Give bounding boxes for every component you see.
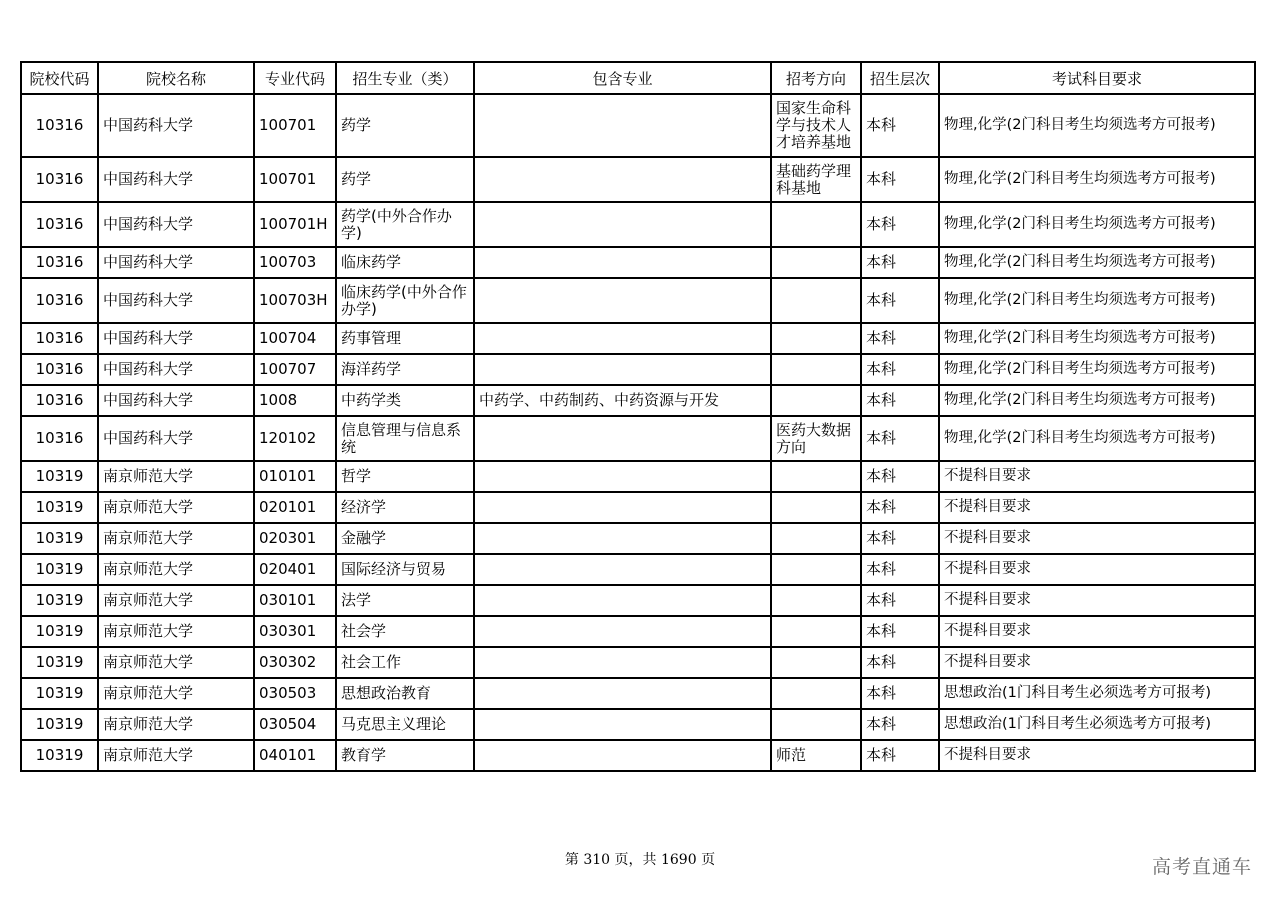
cell-school-code: 10316 [21,416,98,461]
cell-major-code: 100701H [254,202,336,247]
cell-includes [474,323,771,354]
cell-major-code: 030504 [254,709,336,740]
cell-level: 本科 [861,416,939,461]
cell-exam: 思想政治(1门科目考生必须选考方可报考) [939,709,1255,740]
cell-exam: 物理,化学(2门科目考生均须选考方可报考) [939,323,1255,354]
cell-school-name: 中国药科大学 [98,247,254,278]
cell-school-name: 南京师范大学 [98,616,254,647]
cell-level: 本科 [861,247,939,278]
cell-school-code: 10316 [21,202,98,247]
header-school-name: 院校名称 [98,62,254,94]
cell-direction [771,554,861,585]
cell-level: 本科 [861,647,939,678]
cell-major: 海洋药学 [336,354,474,385]
cell-direction [771,354,861,385]
table-row [21,94,1255,157]
cell-includes [474,740,771,771]
cell-level: 本科 [861,202,939,247]
cell-school-name: 南京师范大学 [98,585,254,616]
table-row [21,740,1255,771]
cell-major-code: 100701 [254,157,336,202]
cell-major: 法学 [336,585,474,616]
header-school-code: 院校代码 [21,62,98,94]
cell-level: 本科 [861,385,939,416]
table-row [21,554,1255,585]
cell-major-code: 100703 [254,247,336,278]
table-row [21,416,1255,461]
cell-level: 本科 [861,354,939,385]
cell-includes [474,647,771,678]
cell-includes [474,678,771,709]
cell-includes [474,523,771,554]
cell-exam: 物理,化学(2门科目考生均须选考方可报考) [939,416,1255,461]
cell-direction: 国家生命科学与技术人才培养基地 [771,94,861,157]
cell-includes [474,554,771,585]
table-row [21,492,1255,523]
cell-school-code: 10316 [21,157,98,202]
cell-major: 药学(中外合作办学) [336,202,474,247]
cell-major: 临床药学 [336,247,474,278]
cell-school-code: 10319 [21,461,98,492]
cell-major-code: 010101 [254,461,336,492]
cell-major: 金融学 [336,523,474,554]
cell-exam: 物理,化学(2门科目考生均须选考方可报考) [939,354,1255,385]
cell-major: 药事管理 [336,323,474,354]
cell-exam: 物理,化学(2门科目考生均须选考方可报考) [939,94,1255,157]
cell-major: 临床药学(中外合作办学) [336,278,474,323]
cell-direction: 师范 [771,740,861,771]
table-row [21,523,1255,554]
cell-major: 社会工作 [336,647,474,678]
cell-exam: 物理,化学(2门科目考生均须选考方可报考) [939,247,1255,278]
header-level: 招生层次 [861,62,939,94]
cell-direction: 基础药学理科基地 [771,157,861,202]
table-row [21,678,1255,709]
header-major-code: 专业代码 [254,62,336,94]
cell-exam: 不提科目要求 [939,461,1255,492]
cell-exam: 不提科目要求 [939,740,1255,771]
cell-direction [771,278,861,323]
cell-major: 药学 [336,157,474,202]
cell-level: 本科 [861,278,939,323]
cell-school-name: 南京师范大学 [98,492,254,523]
cell-major: 马克思主义理论 [336,709,474,740]
cell-major: 哲学 [336,461,474,492]
cell-exam: 不提科目要求 [939,523,1255,554]
cell-direction [771,709,861,740]
cell-includes [474,157,771,202]
table-row [21,247,1255,278]
cell-school-name: 中国药科大学 [98,278,254,323]
cell-level: 本科 [861,554,939,585]
cell-school-code: 10316 [21,94,98,157]
watermark-text: 高考直通车 [1151,856,1252,878]
cell-major: 教育学 [336,740,474,771]
cell-major-code: 100707 [254,354,336,385]
cell-major: 药学 [336,94,474,157]
cell-school-code: 10319 [21,492,98,523]
cell-exam: 不提科目要求 [939,585,1255,616]
header-direction: 招考方向 [771,62,861,94]
cell-school-name: 南京师范大学 [98,554,254,585]
cell-direction [771,616,861,647]
table-row [21,323,1255,354]
cell-direction [771,202,861,247]
page-footer: 第 310 页，共 1690 页 [564,852,716,868]
cell-level: 本科 [861,323,939,354]
cell-direction [771,585,861,616]
cell-level: 本科 [861,709,939,740]
cell-school-code: 10316 [21,323,98,354]
header-major: 招生专业（类） [336,62,474,94]
cell-school-code: 10319 [21,647,98,678]
cell-school-code: 10316 [21,385,98,416]
cell-school-name: 南京师范大学 [98,740,254,771]
cell-level: 本科 [861,740,939,771]
cell-direction [771,647,861,678]
cell-school-name: 中国药科大学 [98,202,254,247]
cell-school-code: 10319 [21,709,98,740]
cell-school-code: 10319 [21,616,98,647]
cell-includes [474,278,771,323]
cell-exam: 物理,化学(2门科目考生均须选考方可报考) [939,278,1255,323]
cell-exam: 物理,化学(2门科目考生均须选考方可报考) [939,202,1255,247]
cell-major: 中药学类 [336,385,474,416]
cell-major-code: 030503 [254,678,336,709]
cell-direction [771,523,861,554]
cell-includes [474,461,771,492]
cell-exam: 不提科目要求 [939,616,1255,647]
cell-level: 本科 [861,523,939,554]
cell-school-code: 10319 [21,678,98,709]
cell-school-code: 10319 [21,585,98,616]
cell-school-name: 南京师范大学 [98,461,254,492]
cell-major-code: 100704 [254,323,336,354]
cell-level: 本科 [861,94,939,157]
header-exam: 考试科目要求 [939,62,1255,94]
cell-exam: 不提科目要求 [939,647,1255,678]
cell-school-name: 南京师范大学 [98,647,254,678]
table-row [21,354,1255,385]
table-row [21,202,1255,247]
cell-school-code: 10319 [21,554,98,585]
cell-level: 本科 [861,492,939,523]
cell-major-code: 030302 [254,647,336,678]
cell-includes [474,247,771,278]
cell-includes [474,616,771,647]
cell-level: 本科 [861,585,939,616]
cell-level: 本科 [861,461,939,492]
cell-direction: 医药大数据方向 [771,416,861,461]
cell-includes [474,416,771,461]
cell-school-name: 中国药科大学 [98,94,254,157]
cell-school-name: 中国药科大学 [98,416,254,461]
cell-major: 国际经济与贸易 [336,554,474,585]
cell-direction [771,247,861,278]
cell-direction [771,385,861,416]
cell-school-code: 10319 [21,740,98,771]
cell-major-code: 030301 [254,616,336,647]
cell-direction [771,323,861,354]
cell-level: 本科 [861,616,939,647]
table-row [21,278,1255,323]
cell-major-code: 020301 [254,523,336,554]
cell-level: 本科 [861,157,939,202]
cell-includes [474,585,771,616]
cell-exam: 物理,化学(2门科目考生均须选考方可报考) [939,385,1255,416]
table-row [21,647,1255,678]
cell-direction [771,461,861,492]
cell-exam: 思想政治(1门科目考生必须选考方可报考) [939,678,1255,709]
cell-major-code: 1008 [254,385,336,416]
cell-major-code: 020101 [254,492,336,523]
cell-direction [771,492,861,523]
table-row [21,585,1255,616]
cell-school-name: 南京师范大学 [98,523,254,554]
table-row [21,616,1255,647]
cell-school-code: 10316 [21,247,98,278]
cell-school-code: 10316 [21,354,98,385]
cell-exam: 不提科目要求 [939,554,1255,585]
cell-includes [474,354,771,385]
cell-school-name: 南京师范大学 [98,709,254,740]
cell-school-name: 中国药科大学 [98,385,254,416]
cell-major-code: 030101 [254,585,336,616]
cell-school-code: 10319 [21,523,98,554]
table-row [21,461,1255,492]
cell-exam: 不提科目要求 [939,492,1255,523]
cell-school-name: 中国药科大学 [98,323,254,354]
cell-includes [474,202,771,247]
cell-major-code: 120102 [254,416,336,461]
cell-level: 本科 [861,678,939,709]
cell-includes [474,709,771,740]
enrollment-table [20,61,1256,772]
cell-school-name: 南京师范大学 [98,678,254,709]
cell-major-code: 100701 [254,94,336,157]
cell-includes [474,492,771,523]
cell-major: 思想政治教育 [336,678,474,709]
cell-major: 社会学 [336,616,474,647]
table-row [21,157,1255,202]
header-includes: 包含专业 [474,62,771,94]
cell-exam: 物理,化学(2门科目考生均须选考方可报考) [939,157,1255,202]
cell-direction [771,678,861,709]
cell-school-name: 中国药科大学 [98,157,254,202]
cell-major: 信息管理与信息系统 [336,416,474,461]
table-row [21,385,1255,416]
cell-includes: 中药学、中药制药、中药资源与开发 [474,385,771,416]
cell-school-name: 中国药科大学 [98,354,254,385]
cell-major-code: 020401 [254,554,336,585]
cell-major-code: 100703H [254,278,336,323]
cell-major-code: 040101 [254,740,336,771]
table-row [21,709,1255,740]
cell-major: 经济学 [336,492,474,523]
header-row [21,62,1255,94]
cell-includes [474,94,771,157]
cell-school-code: 10316 [21,278,98,323]
